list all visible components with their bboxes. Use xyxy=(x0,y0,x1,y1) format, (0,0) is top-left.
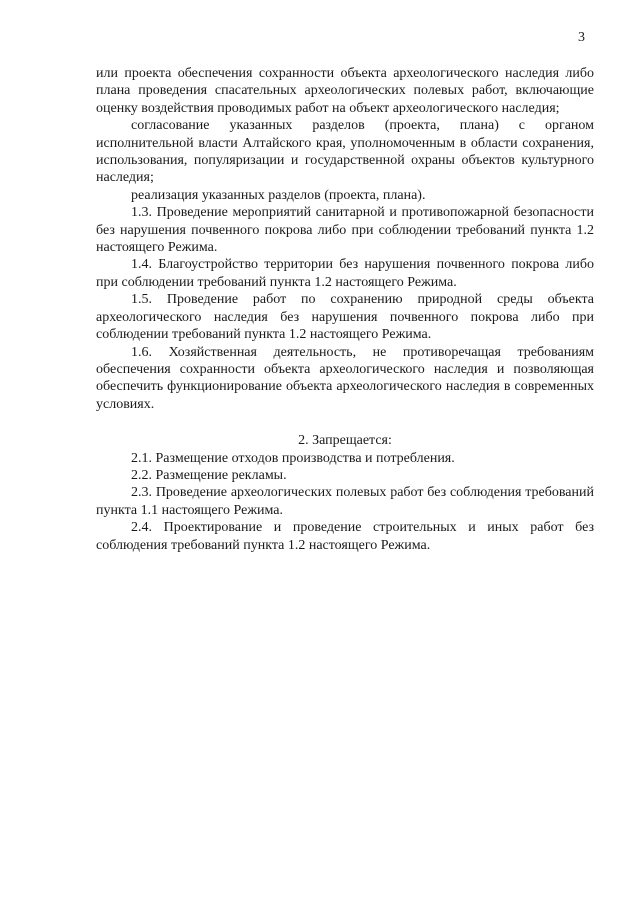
paragraph-implementation: реализация указанных разделов (проекта, плана). xyxy=(131,187,426,203)
paragraph-2-3: 2.3. Проведение археологических полевых работ без соблюдения требований пункта 1.1 настоящего Режима. xyxy=(96,485,594,518)
section-heading-prohibited: 2. Запрещается: xyxy=(298,433,392,449)
paragraph-1-5: 1.5. Проведение работ по сохранению природной среды объекта археологического наследия без нарушения почвенного покрова либо при соблюдении требований пункта 1.2 настоящего Режима. xyxy=(96,292,594,343)
document-body xyxy=(96,65,594,554)
paragraph-1-4: 1.4. Благоустройство территории без нарушения почвенного покрова либо при соблюдении требований пункта 1.2 настоящего Режима. xyxy=(96,257,594,290)
paragraph-agreement: согласование указанных разделов (проекта, плана) с органом исполнительной власти Алтайского края, уполномоченным в области сохранения, использования, популяризации и государственной охраны объектов культурного наследия; xyxy=(96,118,594,186)
paragraph-1-6: 1.6. Хозяйственная деятельность, не противоречащая требованиям обеспечения сохранности объекта археологического наследия и позволяющая обеспечить функционирование объекта археологического наследия в современных условиях. xyxy=(96,344,594,412)
page-number: 3 xyxy=(578,30,585,45)
paragraph-2-4: 2.4. Проектирование и проведение строительных и иных работ без соблюдения требований пункта 1.2 настоящего Режима. xyxy=(96,520,594,553)
paragraph-2-2: 2.2. Размещение рекламы. xyxy=(131,467,287,483)
paragraph-1-3: 1.3. Проведение мероприятий санитарной и противопожарной безопасности без нарушения почвенного покрова либо при соблюдении требований пункта 1.2 настоящего Режима. xyxy=(96,205,594,256)
paragraph-continuation: или проекта обеспечения сохранности объекта археологического наследия либо плана проведения спасательных археологических полевых работ, включающие оценку воздействия проводимых работ на объект археологического наследия; xyxy=(96,66,594,116)
paragraph-2-1: 2.1. Размещение отходов производства и потребления. xyxy=(131,450,455,466)
